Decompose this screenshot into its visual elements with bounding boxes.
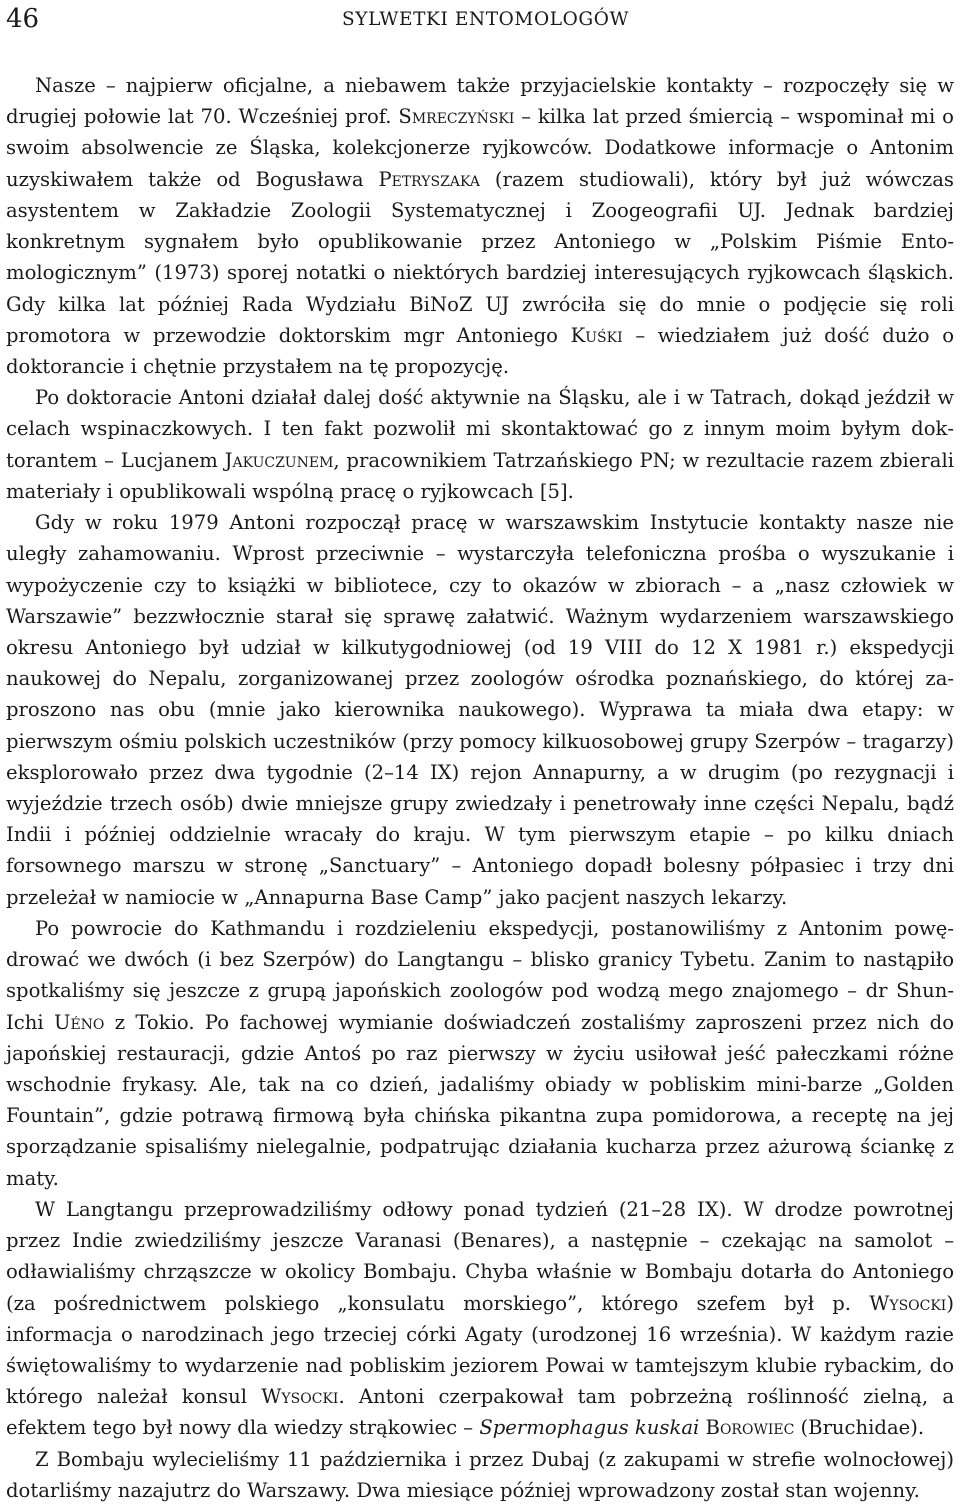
text-run: Po powrocie do Kathmandu i rozdzieleniu ekspedycji, postanowiliśmy z Antonim powędrować we dwóch (i bez Szerpów) do Langtangu – blisko granicy Tybetu. Zanim to nastąpiło spotkaliśmy się jeszcze z grupą japońskich zoologów pod wodzą mego znajomego – dr ShunIchi bbox=[6, 916, 954, 1034]
paragraph bbox=[6, 1194, 954, 1444]
text-run: . Antoni czerpakował tam pobrzeżną roślinność zielną, a efektem tego był nowy dla wiedzy strąkowiec – bbox=[6, 1385, 954, 1440]
text-run: ) informacja o narodzinach jego trzeciej córki Agaty (urodzonej 16 września). W każdym razie świętowaliśmy to wydarzenie nad pobliskim jeziorem Powai w tamtejszym klubie rybackim, do którego należał konsul bbox=[6, 1291, 954, 1409]
text-run: (Bruchidae). bbox=[794, 1416, 925, 1440]
page-header bbox=[0, 0, 960, 40]
running-head: SYLWETKI ENTOMOLOGÓW bbox=[342, 9, 630, 30]
text-run: – wiedziałem już dość dużo o doktorancie i chętnie przystałem na tę propozycję. bbox=[6, 323, 954, 378]
text-run: Po doktoracie Antoni działał dalej dość aktywnie na Śląsku, ale i w Tatrach, dokąd jeździł w celach wspinaczkowych. I ten fakt pozwolił mi skontaktować go z innym moim byłym doktorantem – Lucjanem bbox=[6, 386, 954, 472]
paragraph bbox=[6, 70, 954, 382]
text-run: Z Bombaju wylecieliśmy 11 października i przez Dubaj (z zakupami w strefie wolnocłowej) dotarliśmy nazajutrz do Warszawy. Dwa miesiące później wprowadzony został stan wojenny. bbox=[6, 1447, 954, 1502]
text-run: , pracownikiem Tatrzańskiego PN; w rezultacie razem zbierali materiały i opublikowali wspólną pracę o ryjkowcach [5]. bbox=[6, 448, 954, 503]
author-name: Smreczyński bbox=[398, 105, 515, 129]
species-name: Spermophagus kuskai bbox=[479, 1416, 700, 1440]
text-run: – kilka lat przed śmiercią – wspominał mi o swoim absolwencie ze Śląska, kolekcjonerze ryjkowców. Dodatkowe informacje o Antonim uzyskiwałem także od Bogusława bbox=[6, 105, 954, 191]
paragraph bbox=[6, 382, 954, 507]
author-name: Wysocki bbox=[869, 1291, 947, 1315]
author-name: Jakuczunem bbox=[224, 448, 334, 472]
paragraph bbox=[6, 1444, 954, 1506]
paragraph bbox=[6, 913, 954, 1194]
author-name: Wysocki bbox=[261, 1385, 339, 1409]
text-run: (razem studiowali), który był już wówczas asystentem w Zakładzie Zoologii Systematycznej i Zoogeografii UJ. Jednak bardziej konkretnym sygnałem było opublikowanie przez Antoniego w „Polskim Piśmie Entomologicznym” (1973) sporej notatki o niektórych bardziej interesujących ryjkowcach śląskich. Gdy kilka lat później Rada Wydziału BiNoZ UJ zwróciła się do mnie o podjęcie się roli promotora w przewodzie doktorskim mgr Antoniego bbox=[6, 167, 954, 347]
paragraph bbox=[6, 507, 954, 913]
author-name: Uéno bbox=[53, 1010, 105, 1034]
text-run: W Langtangu przeprowadziliśmy odłowy ponad tydzień (21–28 IX). W drodze powrotnej przez Indie zwiedziliśmy jeszcze Varanasi (Benares), a następnie – czekając na samolot – odławialiśmy chrząszcze w okolicy Bombaju. Chyba właśnie w Bombaju dotarła do Antoniego (za pośrednictwem polskiego „konsulatu morskiego”, którego szefem był p. bbox=[6, 1197, 954, 1315]
author-name: Petryszaka bbox=[378, 167, 480, 191]
author-name: Kuśki bbox=[570, 323, 623, 347]
text-run: Gdy w roku 1979 Antoni rozpoczął pracę w warszawskim Instytucie kontakty nasze nie uległy zahamowaniu. Wprost przeciwnie – wystarczyła telefoniczna prośba o wyszukanie i wypożyczenie czy to książki w bibliotece, czy to okazów w zbiorach – a „nasz człowiek w Warszawie” bezzwłocznie starał się sprawę załatwić. Ważnym wydarzeniem warszawskiego okresu Antoniego był udział w kilkutygodniowej (od 19 VIII do 12 X 1981 r.) ekspedycji naukowej do Nepalu, zorganizowanej przez zoologów ośrodka poznańskiego, do której zaproszono nas obu (mnie jako kierownika naukowego). Wyprawa ta miała dwa etapy: w pierwszym ośmiu polskich uczestników (przy pomocy kilkuosobowej grupy Szerpów – tragarzy) eksplorowało przez dwa tygodnie (2–14 IX) rejon Annapurny, a w drugim (po rezygnacji i wyjeździe trzech osób) dwie mniejsze grupy zwiedzały i penetrowały inne części Nepalu, bądź Indii i później oddzielnie wracały do kraju. W tym pierwszym etapie – po kilku dniach forsownego marszu w stronę „Sanctuary” – Antoniego dopadł bolesny półpasiec i trzy dni przeleżał w namiocie w „Annapurna Base Camp” jako pacjent naszych lekarzy. bbox=[6, 511, 954, 909]
page-number: 46 bbox=[6, 4, 40, 34]
text-run: z Tokio. Po fachowej wymianie doświadczeń zostaliśmy zaproszeni przez nich do japońskiej restauracji, gdzie Antoś po raz pierwszy w życiu usiłował jeść pałeczkami różne wschodnie frykasy. Ale, tak na co dzień, jadaliśmy obiady w pobliskim mini-barze „Golden Fountain”, gdzie potrawą firmową była chińska pikantna zupa pomidorowa, a receptę na jej sporządzanie spisaliśmy nielegalnie, podpatrując działania kucharza przez ażurową ściankę z maty. bbox=[6, 1010, 954, 1190]
article-body bbox=[6, 70, 954, 1506]
text-run: Nasze – najpierw oficjalne, a niebawem także przyjacielskie kontakty – rozpoczęły się w drugiej połowie lat 70. Wcześniej prof. bbox=[6, 74, 954, 129]
author-name: Borowiec bbox=[705, 1416, 795, 1440]
